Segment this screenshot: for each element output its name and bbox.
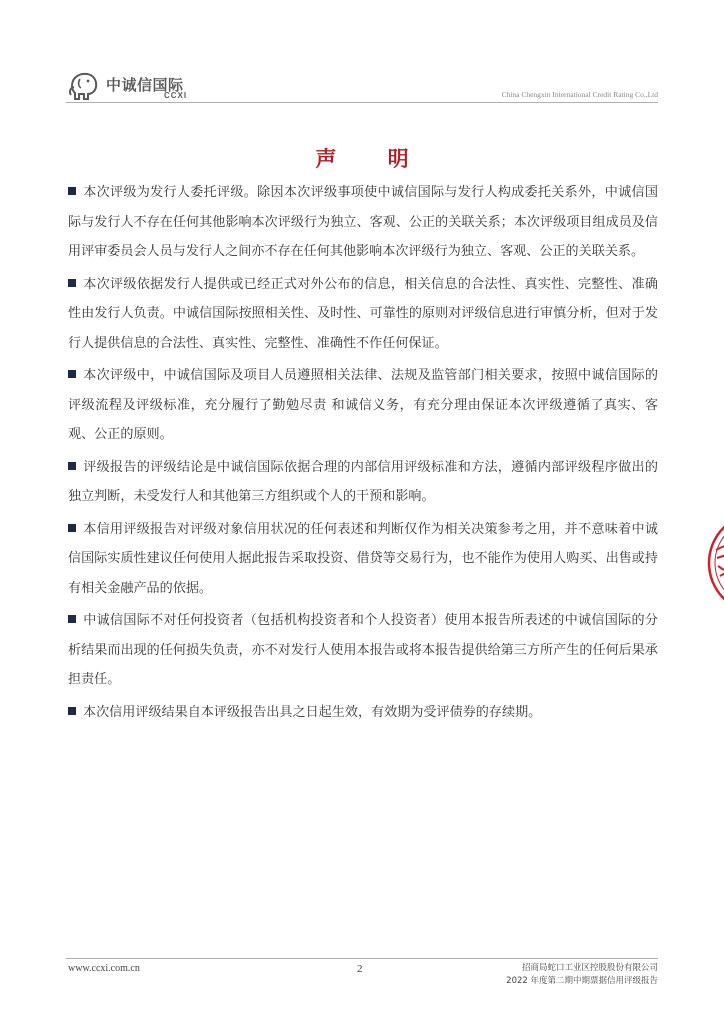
page-header	[66, 68, 658, 104]
declaration-text: 本次评级依据发行人提供或已经正式对外公布的信息，相关信息的合法性、真实性、完整性、准确性由发行人负责。中诚信国际按照相关性、及时性、可靠性的原则对评级信息进行审慎分析，但对于发行人提供信息的合法性、真实性、完整性、准确性不作任何保证。	[68, 276, 658, 351]
square-bullet-icon	[68, 707, 76, 715]
page-title: 声 明	[315, 147, 431, 171]
report-name: 2022 年度第二期中期票据信用评级报告	[506, 976, 658, 986]
declaration-item	[68, 515, 658, 604]
footer-report-info	[506, 962, 658, 988]
declaration-text: 本次信用评级结果自本评级报告出具之日起生效，有效期为受评债券的存续期。	[83, 704, 542, 720]
declaration-text: 本次评级为发行人委托评级。除因本次评级事项使中诚信国际与发行人构成委托关系外，中诚信国际与发行人不存在任何其他影响本次评级行为独立、客观、公正的关联关系；本次评级项目组成员及信用评审委员会人员与发行人之间亦不存在任何其他影响本次评级行为独立、客观、公正的关联关系。	[68, 185, 658, 259]
elephant-logo-icon	[66, 70, 100, 102]
square-bullet-icon	[68, 615, 76, 623]
declaration-text: 评级报告的评级结论是中诚信国际依据合理的内部信用评级标准和方法，遵循内部评级程序做出的独立判断，未受发行人和其他第三方组织或个人的干预和影响。	[68, 459, 658, 504]
page-number: 2	[357, 963, 363, 975]
square-bullet-icon	[68, 524, 76, 532]
logo-chinese-name: 中诚信国际	[106, 76, 184, 94]
declaration-text: 本次评级中，中诚信国际及项目人员遵照相关法律、法规及监管部门相关要求，按照中诚信国际的评级流程及评级标准，充分履行了勤勉尽责 和诚信义务，有充分理由保证本次评级遵循了真实、客观、公正的原则。	[68, 368, 658, 442]
declaration-text: 本信用评级报告对评级对象信用状况的任何表述和判断仅作为相关决策参考之用，并不意味着中诚信国际实质性建议任何使用人据此报告采取投资、借贷等交易行为，也不能作为使用人购买、出售或持有相关金融产品的依据。	[68, 521, 658, 596]
declaration-item	[68, 270, 658, 359]
declaration-item	[68, 178, 658, 267]
logo-wordmark	[106, 70, 216, 102]
declaration-item	[68, 453, 658, 512]
issuer-name: 招商局蛇口工业区控股股份有限公司	[521, 963, 658, 973]
company-english-name: China Chengxin International Credit Rating Co.,Ltd	[501, 90, 658, 99]
ccxi-logo	[66, 70, 216, 102]
square-bullet-icon	[68, 279, 76, 287]
website-link[interactable]: www.ccxi.com.cn	[68, 963, 140, 974]
declaration-list	[68, 178, 658, 730]
square-bullet-icon	[68, 370, 76, 378]
declaration-item	[68, 698, 658, 728]
square-bullet-icon	[68, 187, 76, 195]
footer-divider	[66, 958, 658, 959]
declaration-text: 中诚信国际不对任何投资者（包括机构投资者和个人投资者）使用本报告所表述的中诚信国际的分析结果而出现的任何损失负责，亦不对发行人使用本报告或将本报告提供给第三方所产生的任何后果承担责任。	[68, 613, 658, 687]
declaration-item	[68, 361, 658, 450]
company-seal-stamp	[704, 508, 724, 618]
square-bullet-icon	[68, 462, 76, 470]
declaration-item	[68, 606, 658, 695]
logo-english-abbr: CCXI	[164, 91, 188, 100]
header-divider	[66, 102, 658, 103]
